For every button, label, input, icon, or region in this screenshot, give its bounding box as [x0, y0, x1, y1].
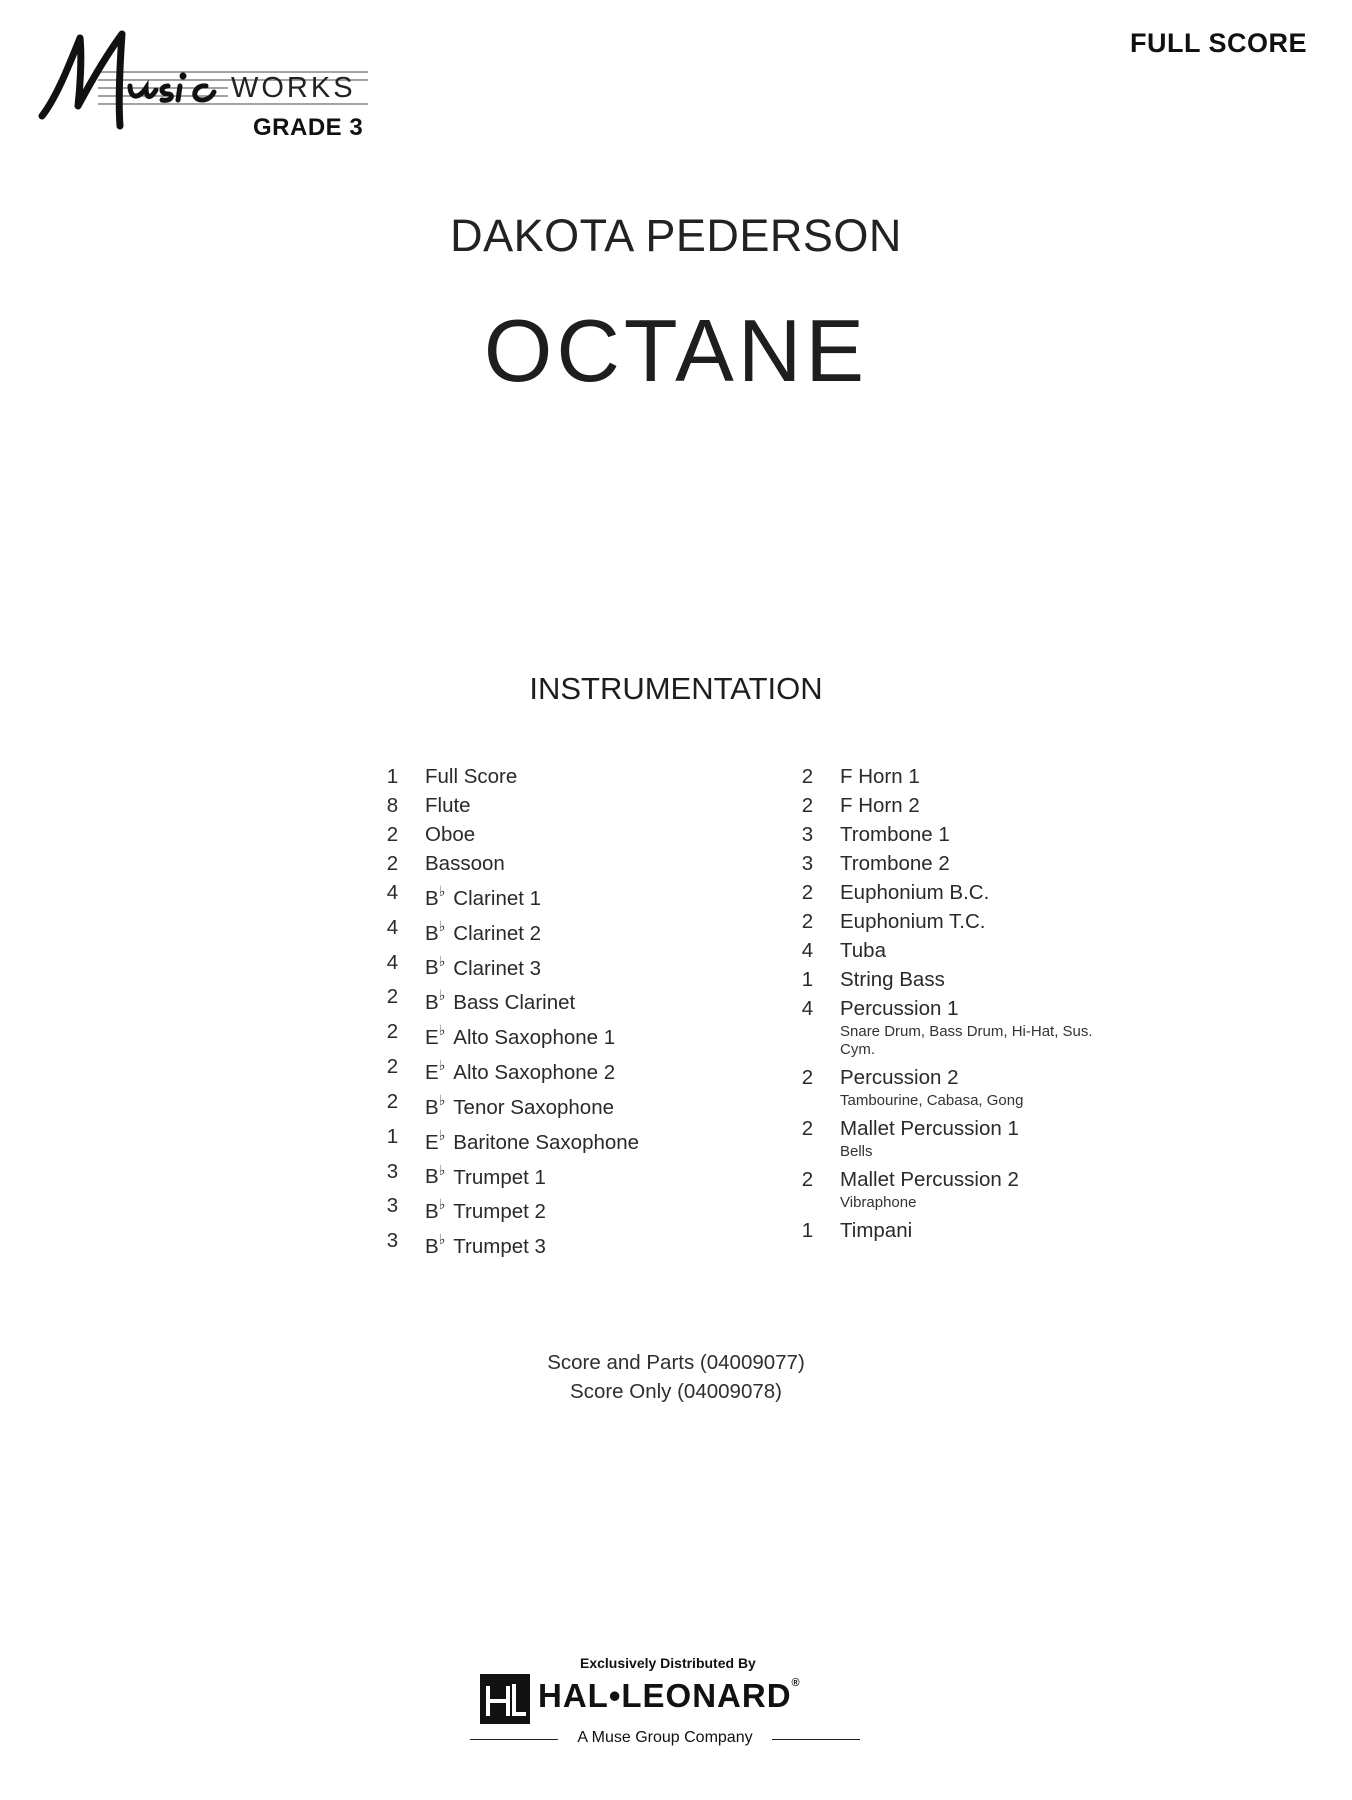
instrument-quantity: 2: [801, 881, 814, 904]
instrument-name-cell: [840, 791, 1115, 820]
instrument-name-cell: [425, 982, 740, 1017]
instrument-note: Tambourine, Cabasa, Gong: [840, 1092, 1024, 1109]
instrument-name-cell: [425, 1017, 740, 1052]
instrument-name: Clarinet 3: [453, 956, 542, 980]
instrument-quantity: 4: [386, 881, 399, 904]
instrument-row: [360, 1122, 740, 1157]
instrument-row: [775, 994, 1115, 1063]
instrument-row: [360, 913, 740, 948]
instrument-note: Bells: [840, 1143, 873, 1160]
key-letter: E: [425, 1130, 439, 1154]
key-letter: E: [425, 1026, 439, 1050]
instrument-name-cell: [425, 762, 740, 791]
key-letter: B: [425, 1095, 439, 1119]
instrument-name-cell: [840, 1216, 1115, 1245]
instrument-name-cell: [425, 1052, 740, 1087]
instrument-row: [360, 791, 740, 820]
instrument-row: [360, 1157, 740, 1192]
instrument-row: [360, 1017, 740, 1052]
instrument-quantity: 2: [386, 985, 399, 1009]
instrument-row: [775, 936, 1115, 965]
instrument-note: Snare Drum, Bass Drum, Hi-Hat, Sus. Cym.: [840, 1023, 1093, 1058]
flat-sign-icon: ♭: [438, 1057, 446, 1074]
tagline-text: A Muse Group Company: [577, 1729, 753, 1746]
instrument-quantity: 2: [386, 1055, 399, 1079]
instrument-row: [360, 1087, 740, 1122]
instrument-name: Percussion 1: [840, 997, 959, 1020]
instrument-name-cell: [840, 762, 1115, 791]
flat-sign-icon: ♭: [438, 1196, 446, 1213]
instrument-row: [360, 820, 740, 849]
publisher-footer: [470, 1655, 870, 1765]
catalog-score-only: Score Only (04009078): [570, 1380, 782, 1403]
instrument-quantity: 2: [386, 852, 399, 875]
flat-sign-icon: ♭: [438, 1091, 446, 1108]
instrument-name-cell: [840, 849, 1115, 878]
instrument-name-cell: [425, 878, 740, 913]
instrument-quantity: 8: [386, 794, 399, 817]
instrument-quantity: 3: [801, 852, 814, 875]
instrument-name: Baritone Saxophone: [453, 1130, 640, 1154]
flat-sign-icon: ♭: [438, 987, 446, 1004]
instrument-row: [775, 1063, 1115, 1114]
instrument-row: [360, 762, 740, 791]
instrument-key: [425, 987, 446, 1015]
instrument-row: [360, 982, 740, 1017]
instrument-row: [775, 820, 1115, 849]
instrument-quantity: 4: [801, 939, 814, 962]
instrument-row: [775, 878, 1115, 907]
instrument-name: Timpani: [840, 1219, 913, 1242]
flat-sign-icon: ♭: [438, 1161, 446, 1178]
instrument-name-cell: [425, 820, 740, 849]
instrument-name-cell: [840, 1165, 1115, 1216]
instrument-quantity: 1: [801, 1219, 814, 1242]
instrument-name: Clarinet 2: [453, 921, 542, 945]
instrument-name-cell: [425, 1191, 740, 1226]
instrument-quantity: 2: [801, 794, 814, 817]
instrument-quantity: 4: [386, 950, 399, 974]
instrument-row: [775, 1216, 1115, 1245]
instrument-quantity: 3: [801, 823, 814, 846]
instrument-quantity: 2: [386, 1020, 399, 1044]
composer-name: DAKOTA PEDERSON: [450, 210, 902, 261]
instrument-name: Trombone 1: [840, 823, 950, 846]
instrument-name-cell: [840, 1063, 1115, 1114]
brand-text: HAL•LEONARD: [538, 1677, 792, 1714]
key-letter: B: [425, 956, 439, 980]
instrument-name: Euphonium T.C.: [840, 910, 986, 933]
instrument-row: [775, 762, 1115, 791]
flat-sign-icon: ♭: [438, 952, 446, 969]
flat-sign-icon: ♭: [438, 883, 446, 899]
key-letter: B: [425, 991, 439, 1015]
instrument-key: [425, 1057, 446, 1084]
instrument-name-cell: [840, 965, 1115, 994]
instrument-quantity: 2: [386, 823, 399, 846]
hal-leonard-mark-icon: [480, 1674, 530, 1724]
tagline-rule-right: [772, 1739, 860, 1740]
musicworks-logo: [38, 28, 378, 143]
instrument-name-cell: [840, 936, 1115, 965]
instrument-row: [360, 1191, 740, 1226]
instrument-name-cell: [840, 907, 1115, 936]
instrument-key: [425, 1231, 446, 1259]
instrument-name: Tuba: [840, 939, 886, 962]
instrumentation-right-column: [775, 762, 1115, 1245]
instrument-quantity: 2: [801, 1066, 814, 1089]
instrument-quantity: 2: [801, 1168, 814, 1191]
instrument-name: Mallet Percussion 1: [840, 1117, 1019, 1140]
instrument-name-cell: [840, 878, 1115, 907]
catalog-numbers: [0, 1348, 1352, 1406]
instrument-name: Euphonium B.C.: [840, 881, 990, 904]
key-letter: B: [425, 1165, 439, 1189]
flat-sign-icon: ♭: [438, 1022, 446, 1039]
instrument-name: Percussion 2: [840, 1066, 959, 1089]
instrument-name: Oboe: [425, 823, 476, 846]
instrument-row: [775, 907, 1115, 936]
instrument-key: [425, 952, 446, 980]
instrument-name: Trumpet 1: [453, 1165, 546, 1189]
instrument-name: Mallet Percussion 2: [840, 1168, 1019, 1191]
instrument-name-cell: [425, 1122, 740, 1157]
instrument-row: [360, 878, 740, 913]
instrument-quantity: 4: [801, 997, 814, 1020]
instrumentation-heading: INSTRUMENTATION: [529, 671, 823, 706]
instrument-row: [360, 849, 740, 878]
instrument-name-cell: [425, 1226, 740, 1261]
instrument-key: [425, 883, 446, 910]
instrument-key: [425, 917, 446, 945]
instrument-quantity: 3: [386, 1229, 399, 1253]
instrument-key: [425, 1126, 446, 1154]
distributed-by-text: Exclusively Distributed By: [580, 1655, 756, 1671]
instrument-name: Trumpet 3: [453, 1235, 546, 1259]
key-letter: B: [425, 886, 439, 910]
instrument-name: Tenor Saxophone: [453, 1095, 615, 1119]
instrument-name: Trumpet 2: [453, 1200, 546, 1224]
instrument-quantity: 1: [386, 765, 399, 788]
edition-label: FULL SCORE: [1129, 28, 1307, 58]
key-letter: E: [425, 1060, 439, 1084]
flat-sign-icon: ♭: [438, 917, 446, 934]
hal-leonard-wordmark: [538, 1677, 801, 1715]
instrument-name: Bassoon: [425, 852, 505, 875]
instrument-name: Alto Saxophone 2: [453, 1060, 616, 1084]
instrument-key: [425, 1161, 446, 1189]
flat-sign-icon: ♭: [438, 1231, 446, 1248]
instrument-row: [360, 1226, 740, 1261]
instrument-row: [360, 1052, 740, 1087]
instrument-name-cell: [425, 849, 740, 878]
instrument-quantity: 2: [801, 910, 814, 933]
instrument-name: F Horn 2: [840, 794, 920, 817]
instrument-note: Vibraphone: [840, 1194, 917, 1211]
instrument-name-cell: [425, 948, 740, 983]
instrument-quantity: 4: [386, 915, 399, 939]
instrument-key: [425, 1091, 446, 1119]
instrumentation-left-column: [360, 762, 740, 1261]
registered-mark: ®: [791, 1677, 801, 1689]
instrument-name: Bass Clarinet: [453, 991, 576, 1015]
instrument-row: [775, 1165, 1115, 1216]
instrument-quantity: 2: [801, 1117, 814, 1140]
instrument-name-cell: [840, 1114, 1115, 1165]
instrument-name-cell: [425, 791, 740, 820]
flat-sign-icon: ♭: [438, 1126, 446, 1143]
instrument-key: [425, 1196, 446, 1224]
instrument-name: F Horn 1: [840, 765, 920, 788]
instrument-name-cell: [840, 994, 1115, 1063]
instrument-quantity: 2: [386, 1089, 399, 1113]
instrument-name: Trombone 2: [840, 852, 950, 875]
instrument-name-cell: [425, 913, 740, 948]
key-letter: B: [425, 921, 439, 945]
instrument-row: [775, 1114, 1115, 1165]
instrument-row: [775, 791, 1115, 820]
catalog-score-and-parts: Score and Parts (04009077): [547, 1351, 805, 1374]
key-letter: B: [425, 1200, 439, 1224]
instrument-name-cell: [425, 1087, 740, 1122]
instrument-name-cell: [840, 820, 1115, 849]
instrument-name: Flute: [425, 794, 471, 817]
instrument-quantity: 3: [386, 1194, 399, 1218]
instrument-row: [775, 849, 1115, 878]
instrument-name: String Bass: [840, 968, 945, 991]
instrument-row: [360, 948, 740, 983]
instrument-name-cell: [425, 1157, 740, 1192]
instrument-quantity: 1: [386, 1124, 399, 1148]
instrument-name: Full Score: [425, 765, 518, 788]
instrument-quantity: 2: [801, 765, 814, 788]
grade-label: GRADE 3: [253, 114, 364, 141]
instrument-key: [425, 1022, 446, 1050]
piece-title: OCTANE: [483, 301, 869, 400]
logo-works-text: WORKS: [231, 72, 356, 104]
key-letter: B: [425, 1235, 439, 1259]
instrument-row: [775, 965, 1115, 994]
instrument-quantity: 1: [801, 968, 814, 991]
instrument-quantity: 3: [386, 1159, 399, 1183]
instrument-name: Clarinet 1: [453, 886, 542, 910]
instrument-name: Alto Saxophone 1: [453, 1026, 616, 1050]
